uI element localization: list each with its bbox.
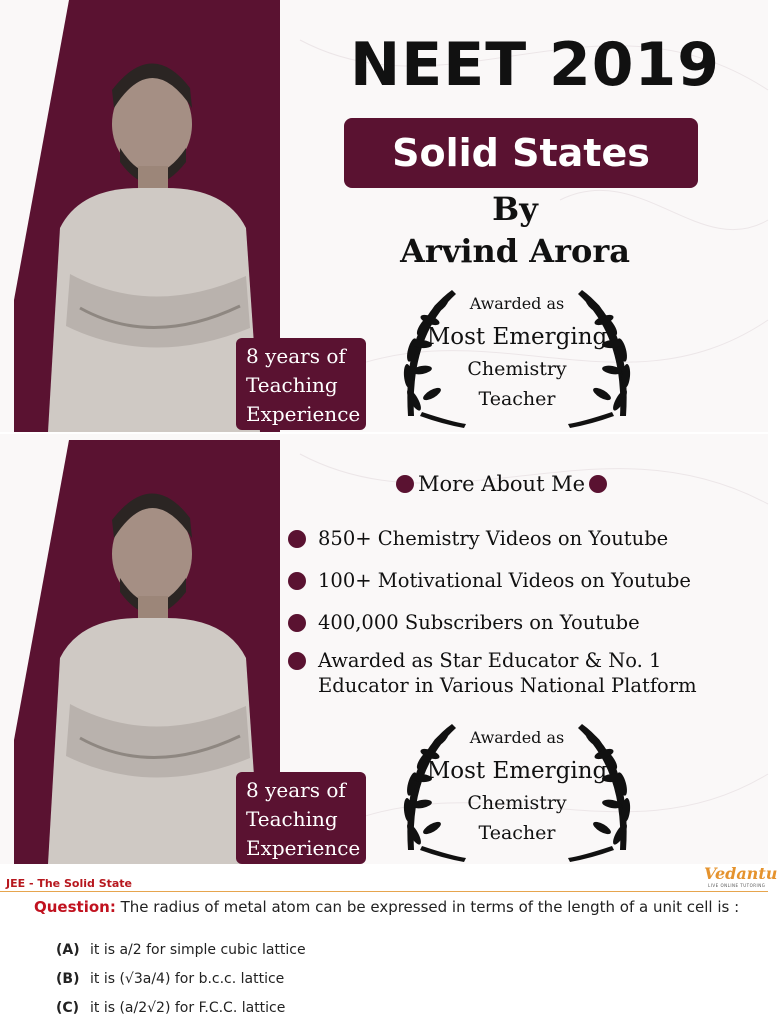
option-text: it is a/2 for simple cubic lattice: [90, 942, 306, 958]
option-key: (B): [56, 971, 80, 987]
list-item: [286, 648, 758, 698]
bullet-dot-icon: [288, 614, 306, 632]
answer-options: [56, 940, 306, 1027]
list-item: [286, 568, 691, 593]
experience-line-2: Teaching: [246, 807, 338, 831]
experience-badge: [236, 338, 366, 430]
option-c: [56, 998, 306, 1027]
experience-badge: [236, 772, 366, 864]
exam-title: NEET 2019: [350, 30, 720, 100]
subject-banner: Solid States: [344, 118, 698, 188]
bullet-dot-icon: [589, 475, 607, 493]
document-header-label: JEE - The Solid State: [6, 877, 133, 890]
experience-line-3: Experience: [246, 836, 361, 860]
list-item: [286, 526, 668, 551]
experience-line-2: Teaching: [246, 373, 338, 397]
bullet-dot-icon: [288, 652, 306, 670]
award-line-1: Awarded as: [469, 294, 565, 313]
experience-line-3: Experience: [246, 402, 361, 426]
bullet-dot-icon: [396, 475, 414, 493]
fact-text: 400,000 Subscribers on Youtube: [318, 611, 640, 634]
fact-text: 850+ Chemistry Videos on Youtube: [318, 527, 669, 550]
option-key: (C): [56, 1000, 80, 1016]
question-label: Question:: [34, 898, 116, 916]
award-line-2: Most Emerging: [426, 324, 608, 350]
question-block: [34, 898, 764, 916]
experience-line-1: 8 years of: [246, 778, 346, 802]
award-wreath: [382, 286, 652, 428]
option-a: [56, 940, 306, 969]
list-item: [286, 610, 640, 635]
brand-logo: [704, 864, 777, 890]
logo-wordmark: Vedantu: [704, 864, 777, 883]
bullet-dot-icon: [288, 530, 306, 548]
logo-tagline: LIVE ONLINE TUTORING: [708, 883, 766, 888]
question-text: The radius of metal atom can be expressed in terms of the length of a unit cell is :: [120, 898, 740, 916]
experience-line-1: 8 years of: [246, 344, 346, 368]
document-header: [0, 864, 768, 892]
award-line-4: Teacher: [478, 822, 556, 844]
by-label: By: [492, 190, 538, 228]
award-line-4: Teacher: [478, 388, 556, 410]
award-line-1: Awarded as: [469, 728, 565, 747]
author-name: Arvind Arora: [400, 232, 630, 270]
promo-slide-1: [0, 0, 768, 432]
award-line-2: Most Emerging: [426, 758, 608, 784]
fact-text: 100+ Motivational Videos on Youtube: [318, 569, 691, 592]
option-text: it is (a/2√2) for F.C.C. lattice: [90, 1000, 286, 1016]
more-about-label: More About Me: [418, 472, 586, 496]
award-line-3: Chemistry: [467, 792, 567, 814]
fact-text: Awarded as Star Educator & No. 1 Educator in Various National Platform: [318, 649, 697, 697]
award-line-3: Chemistry: [467, 358, 567, 380]
option-text: it is (√3a/4) for b.c.c. lattice: [90, 971, 285, 987]
option-key: (A): [56, 942, 80, 958]
option-b: [56, 969, 306, 998]
bullet-dot-icon: [288, 572, 306, 590]
more-about-heading: [396, 472, 607, 496]
promo-slide-2: [0, 434, 768, 864]
award-wreath: [382, 720, 652, 862]
